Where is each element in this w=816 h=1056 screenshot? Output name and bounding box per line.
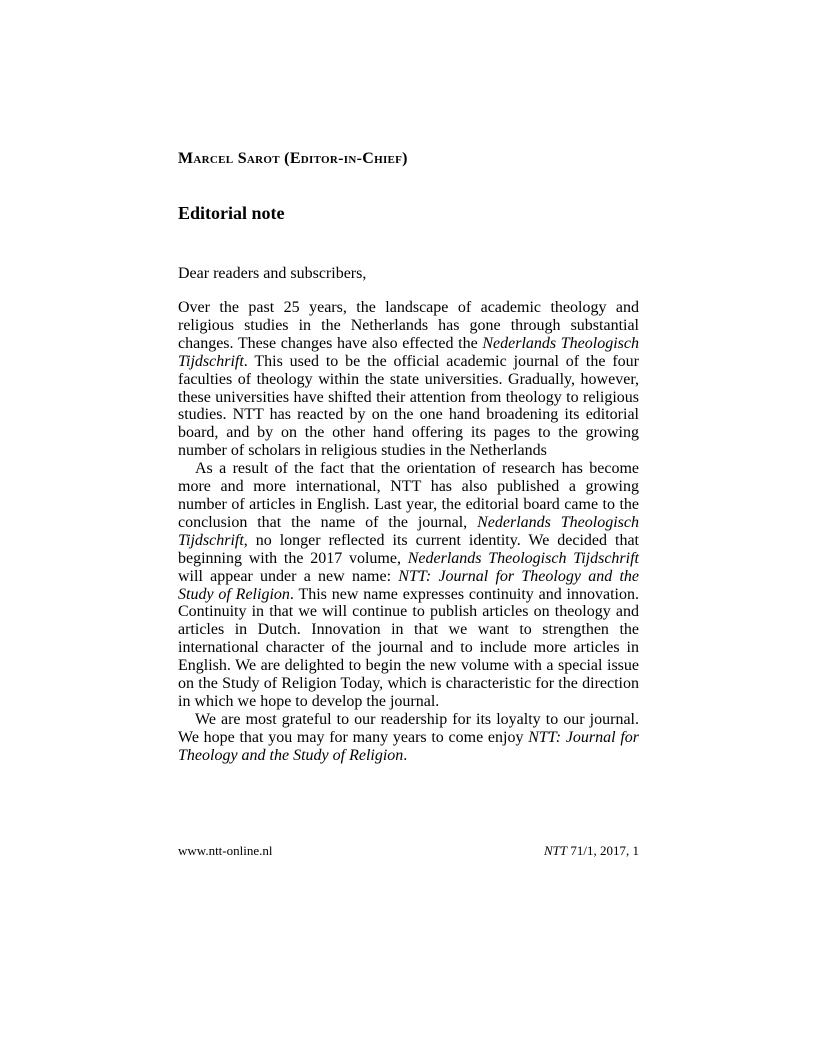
italic-text-run: NTT [543,843,568,858]
text-run: We are most grateful to our readership for its loyalty to our journal. We hope that you may for many years to come enjoy [178,710,639,746]
author-line: Marcel Sarot (Editor-in-Chief) [178,150,408,167]
text-run: , no longer reflected its current identity. We decided that beginning with the 2017 volume, [178,531,639,567]
editorial-body [178,299,639,765]
text-run: . This used to be the official academic journal of the four faculties of theology within the state universities. Gradually, however, these universities have shifted their attention from theology to religious studies. NTT has reacted by on the one hand broadening its editorial board, and by on the other hand offering its pages to the growing number of scholars in religious studies in the Netherlands [178,352,639,460]
salutation: Dear readers and subscribers, [178,265,367,282]
journal-website: www.ntt-online.nl [178,843,273,858]
issue-citation [544,843,639,859]
page-footer [178,843,639,859]
text-run: 71/1, 2017, 1 [567,843,639,858]
italic-text-run: Nederlands Theologisch Tijdschrift [178,513,639,549]
text-run: Over the past 25 years, the landscape of academic theology and religious studies in the Netherlands has gone through substantial changes. These changes have also effected the [178,299,639,352]
text-run: As a result of the fact that the orientation of research has become more and more international, NTT has also published a growing number of articles in English. Last year, the editorial board came to the conclusion that the name of the journal, [178,460,639,531]
text-run: . [403,746,408,764]
italic-text-run: NTT: Journal for Theology and the Study of Religion [178,567,639,603]
paragraph [178,299,639,460]
italic-text-run: NTT: Journal for Theology and the Study of Religion [178,728,640,764]
page-title: Editorial note [178,203,285,223]
paragraph [178,460,639,711]
italic-text-run: Nederlands Theologisch Tijdschrift [407,549,639,567]
italic-text-run: Nederlands Theologisch Tijdschrift [178,334,639,370]
text-run: will appear under a new name: [178,567,399,585]
paragraph [178,711,639,765]
text-run: . This new name expresses continuity and innovation. Continuity in that we will continue to publish articles on theology and articles in Dutch. Innovation in that we want to strengthen the international character of the journal and to include more articles in English. We are delighted to begin the new volume with a special issue on the Study of Religion Today, which is characteristic for the direction in which we hope to develop the journal. [178,585,639,710]
